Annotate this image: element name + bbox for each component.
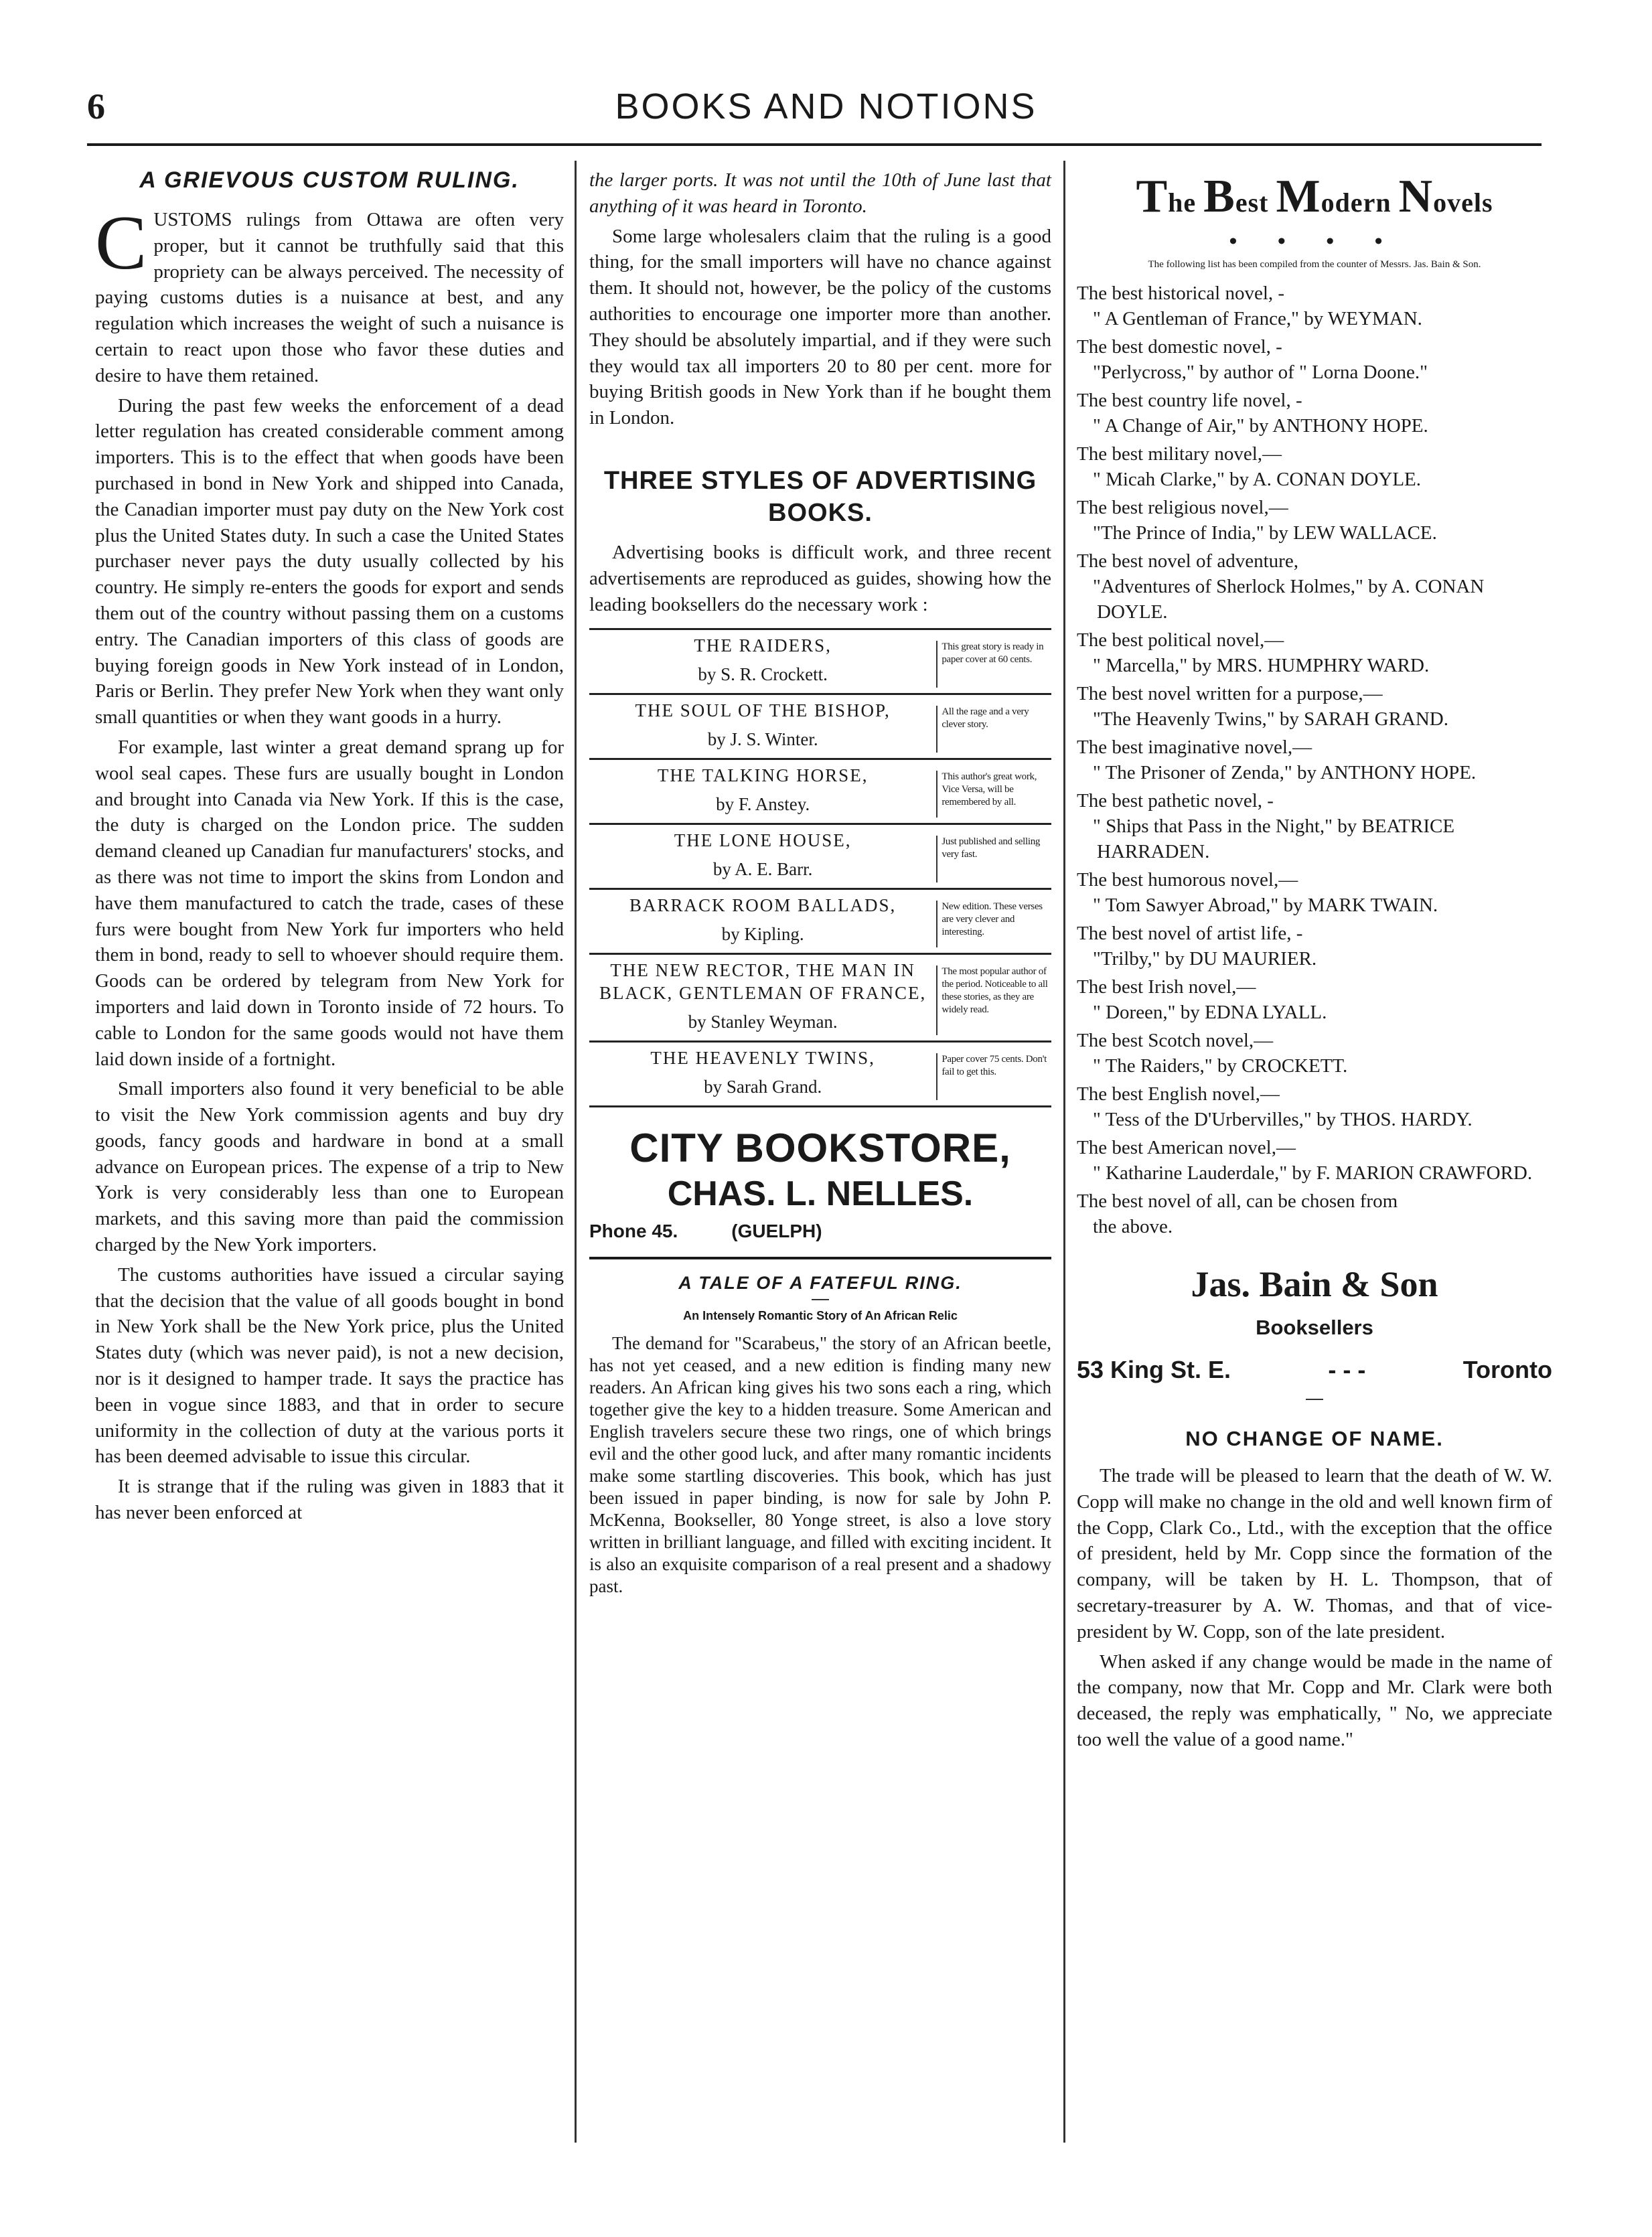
no-change-heading: NO CHANGE OF NAME. (1185, 1427, 1444, 1450)
ad-book-title: THE LONE HOUSE, (674, 830, 852, 851)
article-paragraph: The customs authorities have issued a circular saying that the decision that the value of all goods bought in bond in New York shall be the New York price, plus the United States duty (which was never paid), is not a new decision, nor is it designed to hamper trade. It says the practice has been in vogue since 1883, and that in order to secure uniformity in the collection of duty at the various ports it has been deemed advisable to issue this circular. (95, 1263, 564, 1468)
article-paragraph: During the past few weeks the enforcement of a dead letter regulation has created considerable comment among importers. This is to the effect that when goods have been purchased in bond in New York and shipped into Canada, the Canadian importer must pay duty on the New York cost plus the United States duty. In such a case the United States purchaser never pays the duty usually collected by his country. He simply re-enters the goods for export and sends them out of the country without passing them on a customs entry. The Canadian importers of this class of goods are buying foreign goods in New York instead of in London, Paris or Berlin. They prefer New York when they want only small quantities or when they want goods in a hurry. (95, 394, 564, 728)
column-right (1077, 167, 1552, 1757)
novel-entry: The best domestic novel, - "Perlycross," by author of " Lorna Doone." (1077, 336, 1428, 383)
novel-entry: The best pathetic novel, - " Ships that Pass in the Night," by BEATRICE HARRADEN. (1077, 790, 1455, 862)
novel-entry: The best novel of artist life, - "Trilby," by DU MAURIER. (1077, 923, 1317, 970)
address-dashes: - - - (1328, 1356, 1366, 1383)
page-number: 6 (87, 86, 105, 127)
street-address: 53 King St. E. (1077, 1356, 1231, 1383)
address-city: Toronto (1462, 1356, 1552, 1383)
ad-book-title: BARRACK ROOM BALLADS, (629, 895, 897, 916)
drop-cap: C (95, 200, 147, 286)
ad-book-author: by A. E. Barr. (712, 859, 813, 880)
novel-entry: The best humorous novel,— " Tom Sawyer Abroad," by MARK TWAIN. (1077, 869, 1438, 916)
first-paragraph: USTOMS rulings from Ottawa are often very proper, but it cannot be truthfully said that this propriety can be always perceived. The necessity of paying customs duties is a nuisance at best, and any regulation which increases the weight of such a nuisance is certain to react upon those who favor these duties and desire to have them retained. (95, 209, 564, 386)
novel-entry: The best historical novel, - " A Gentleman of France," by WEYMAN. (1077, 283, 1422, 329)
article-continued: the larger ports. It was not until the 10th of June last that anything of it was heard in Toronto. (589, 169, 1051, 217)
ad-row (589, 825, 1051, 890)
proprietor-name: CHAS. L. NELLES. (667, 1174, 974, 1214)
bookseller-label: Booksellers (1256, 1316, 1373, 1339)
novel-entry: The best Irish novel,— " Doreen," by EDNA LYALL. (1077, 976, 1327, 1023)
ornament-dots: • • • • (1229, 229, 1400, 254)
ad-blurb: Just published and selling very fast. (936, 836, 1051, 882)
phone-number: Phone 45. (589, 1221, 678, 1242)
novel-entry: The best imaginative novel,— " The Prisoner of Zenda," by ANTHONY HOPE. (1077, 737, 1477, 783)
tale-heading: A TALE OF A FATEFUL RING. (678, 1273, 962, 1294)
column-divider-1 (575, 161, 577, 2143)
short-rule (1306, 1399, 1323, 1400)
ad-row (589, 760, 1051, 825)
ad-book-title: THE SOUL OF THE BISHOP, (635, 700, 891, 721)
ad-book-author: by F. Anstey. (716, 794, 810, 815)
ad-blurb: The most popular author of the period. Noticeable to all these stories, as they are widely read. (936, 966, 1051, 1035)
best-novels-heading: The Best Modern Novels (1136, 171, 1493, 222)
novel-entry: The best novel of all, can be chosen from the above. (1077, 1190, 1398, 1237)
novel-entry: The best American novel,— " Katharine Lauderdale," by F. MARION CRAWFORD. (1077, 1137, 1533, 1184)
ad-book-title: THE TALKING HORSE, (657, 765, 869, 786)
ad-blurb: Paper cover 75 cents. Don't fail to get this. (936, 1053, 1051, 1100)
ad-examples-table (589, 628, 1051, 1107)
ad-book-author: by S. R. Crockett. (698, 664, 828, 685)
novel-entry: The best Scotch novel,— " The Raiders," by CROCKETT. (1077, 1030, 1348, 1077)
article-heading-customs: A GRIEVOUS CUSTOM RULING. (139, 167, 520, 193)
article-paragraph: For example, last winter a great demand sprang up for wool seal capes. These furs are usually bought in London and brought into Canada via New York. If this is the case, the duty is charged on the London price. The sudden demand cleaned up Canadian fur manufacturers' stocks, and as there was not time to import the skins from London and have them manufactured to catch the trade, cases of these furs were bought from New York fur importers who held them in bond, ready to sell to whoever should require them. Goods can be ordered by telegram from New York for importers and laid down in Toronto inside of 72 hours. To cable to London for the same goods would not have them laid down inside of a fortnight. (95, 736, 564, 1070)
ad-row (589, 630, 1051, 695)
tale-body: The demand for "Scarabeus," the story of an African beetle, has not yet ceased, and a new edition is finding many new readers. An African king gives his two sons each a ring, which together give the key to a hidden treasure. Some American and English travelers secure these two rings, one of which brings evil and the other good luck, and after many romantic incidents make some startling discoveries. This book, which has just been issued in paper binding, is now for sale by John P. McKenna, Bookseller, 80 Yonge street, is also a love story written in brilliant language, and filled with exciting incident. It is also an exquisite comparison of a real present and a shadowy past. (589, 1333, 1051, 1597)
column-middle (589, 167, 1051, 1598)
column-divider-2 (1063, 161, 1065, 2143)
ad-blurb: This author's great work, Vice Versa, will be remembered by all. (936, 771, 1051, 818)
novel-entry: The best novel written for a purpose,— "The Heavenly Twins," by SARAH GRAND. (1077, 683, 1448, 730)
novel-entry: The best religious novel,— "The Prince of India," by LEW WALLACE. (1077, 497, 1437, 544)
bookseller-name: Jas. Bain & Son (1191, 1264, 1438, 1304)
ad-blurb: New edition. These verses are very clever and interesting. (936, 901, 1051, 947)
ad-book-title: THE RAIDERS, (694, 635, 832, 656)
ad-row (589, 1043, 1051, 1107)
ad-book-title: THE HEAVENLY TWINS, (650, 1048, 875, 1069)
ad-book-author: by Stanley Weyman. (688, 1012, 838, 1032)
ad-book-author: by Sarah Grand. (704, 1077, 822, 1097)
ad-blurb: This great story is ready in paper cover at 60 cents. (936, 641, 1051, 688)
article-paragraph (95, 200, 564, 389)
ad-row (589, 955, 1051, 1043)
article-paragraph: It is strange that if the ruling was given in 1883 that it has never been enforced at (95, 1476, 564, 1524)
novel-entry: The best country life novel, - " A Change of Air," by ANTHONY HOPE. (1077, 390, 1428, 437)
ad-row (589, 695, 1051, 760)
ad-row (589, 890, 1051, 955)
bookstore-location: (GUELPH) (731, 1221, 822, 1242)
article-paragraph: When asked if any change would be made in the name of the company, now that Mr. Copp and Mr. Clark were both deceased, the reply was emphatically, " No, we appreciate too well the value of a good name." (1077, 1650, 1552, 1750)
phone-row (589, 1221, 1051, 1242)
section-rule (589, 1257, 1051, 1259)
novel-entry: The best political novel,— " Marcella," by MRS. HUMPHRY WARD. (1077, 629, 1430, 676)
article-paragraph: The trade will be pleased to learn that the death of W. W. Copp will make no change in the old and well known firm of the Copp, Clark Co., Ltd., with the exception that the office of president, held by Mr. Copp since the formation of the company, will be taken by H. L. Thompson, that of secretary-treasurer by A. W. Thomas, and that of vice-president by W. Copp, son of the late president. (1077, 1465, 1552, 1642)
article-paragraph: Some large wholesalers claim that the ruling is a good thing, for the small importers will have no chance against them. It should not, however, be the policy of the customs authorities to encourage one importer more than another. They should be absolutely impartial, and if they were such they would tax all importers 20 to 80 per cent. more for buying British goods in New York than if he bought them in London. (589, 225, 1051, 429)
novel-entry: The best novel of adventure, "Adventures of Sherlock Holmes," by A. CONAN DOYLE. (1077, 550, 1485, 623)
address-row (1077, 1356, 1552, 1384)
novel-entry: The best English novel,— " Tess of the D'Urbervilles," by THOS. HARDY. (1077, 1083, 1473, 1130)
page-title: BOOKS AND NOTIONS (615, 86, 1037, 127)
city-bookstore-name: CITY BOOKSTORE, (629, 1126, 1011, 1171)
ad-book-author: by J. S. Winter. (707, 729, 818, 750)
advertising-heading: THREE STYLES OF ADVERTISING BOOKS. (603, 466, 1037, 527)
article-paragraph: Small importers also found it very beneficial to be able to visit the New York commission agents and buy dry goods, fancy goods and hardware in bond at a small advance on European prices. The expense of a trip to New York is very considerably less than one to European markets, and this saving more than paid the commission charged by the New York importers. (95, 1078, 564, 1256)
tale-subheading: An Intensely Romantic Story of An African Relic (683, 1309, 958, 1323)
list-note: The following list has been compiled from the counter of Messrs. Jas. Bain & Son. (1148, 259, 1481, 270)
ad-book-author: by Kipling. (721, 924, 804, 945)
advertising-intro: Advertising books is difficult work, and three recent advertisements are reproduced as guides, showing how the leading booksellers do the necessary work : (589, 541, 1051, 615)
ad-blurb: All the rage and a very clever story. (936, 706, 1051, 753)
column-left (95, 167, 564, 1530)
novel-entry: The best military novel,— " Micah Clarke," by A. CONAN DOYLE. (1077, 443, 1422, 490)
ad-book-title: THE NEW RECTOR, THE MAN IN BLACK, GENTLEMAN OF FRANCE, (599, 960, 927, 1004)
short-rule (812, 1299, 829, 1300)
header-rule (87, 143, 1542, 146)
